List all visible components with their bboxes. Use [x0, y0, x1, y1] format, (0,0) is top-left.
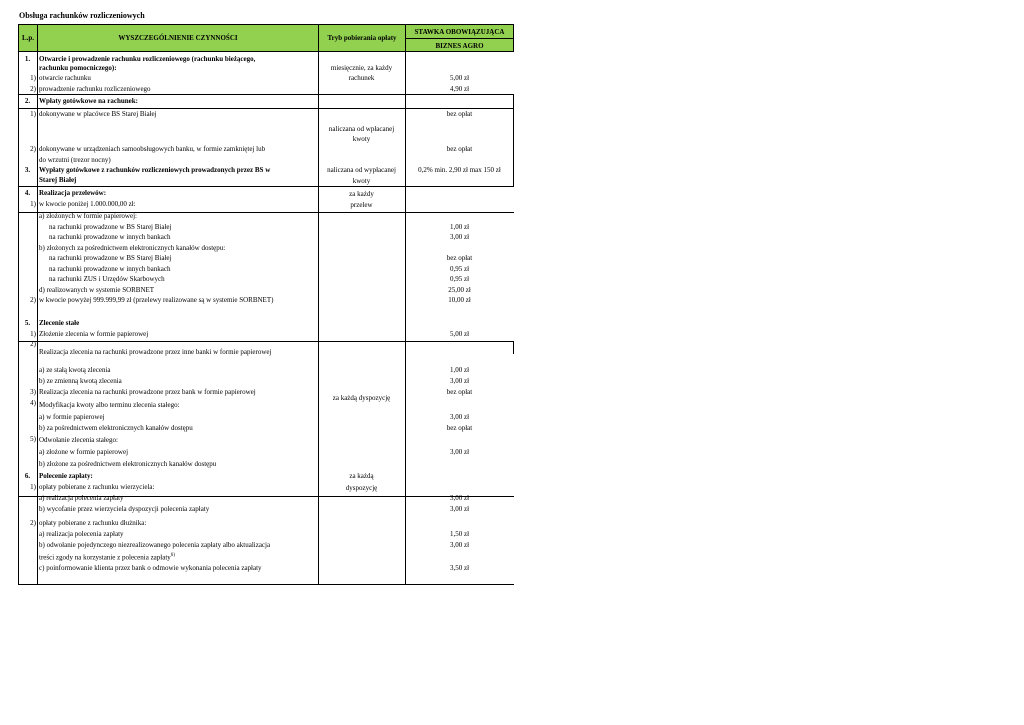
item-rate: 3,00 zł [449, 505, 470, 513]
charge-mode: naliczana od wypłacanej [327, 166, 396, 174]
document-title: Obsługa rachunków rozliczeniowych [19, 11, 145, 20]
item-number: 2) [30, 340, 36, 348]
item-rate: 3,00 zł [449, 413, 470, 421]
table-header [18, 24, 514, 52]
item-number: 2) [30, 519, 36, 527]
item-number: 5) [30, 435, 36, 443]
item-rate: bez opłat [446, 388, 473, 396]
item-rate: 1,50 zł [449, 530, 470, 538]
item-label: opłaty pobierane z rachunku wierzyciela: [39, 483, 155, 491]
charge-mode: kwoty [352, 177, 371, 185]
item-label: d) realizowanych w systemie SORBNET [39, 286, 155, 294]
row-divider [19, 186, 514, 187]
item-number: 4) [30, 399, 36, 407]
item-label: Odwołanie zlecenia stałego: [39, 436, 118, 444]
section-title: Realizacja przelewów: [39, 189, 107, 197]
item-label: b) odwołanie pojedynczego niezrealizowanego polecenia zapłaty albo aktualizacja [39, 541, 271, 549]
item-label [39, 551, 175, 562]
section-title: Zlecenie stałe [39, 319, 80, 327]
item-label: b) wycofanie przez wierzyciela dyspozycji polecenia zapłaty [39, 505, 210, 513]
item-label: prowadzenie rachunku rozliczeniowego [39, 85, 151, 93]
item-label: otwarcie rachunku [39, 74, 91, 82]
section-number: 3. [24, 166, 31, 174]
item-number: 1) [30, 200, 36, 208]
header-lp: L.p. [19, 25, 38, 51]
item-label: dokonywane w urządzeniach samoobsługowych banku, w formie zamkniętej lub [39, 145, 266, 153]
section-number: 2. [24, 97, 31, 105]
item-label: b) złożone za pośrednictwem elektronicznych kanałów dostępu [39, 460, 217, 468]
fee-table [18, 24, 514, 585]
item-number: 2) [30, 296, 36, 304]
header-description: WYSZCZEGÓLNIENIE CZYNNOŚCI [38, 25, 319, 51]
item-label: b) złożonych za pośrednictwem elektronicznych kanałów dostępu: [39, 244, 226, 252]
item-number: 3) [30, 388, 36, 396]
charge-mode: przelew [350, 201, 373, 209]
section-number: 6. [24, 472, 31, 480]
item-label: a) w formie papierowej [39, 413, 105, 421]
item-rate: 3,00 zł [449, 233, 470, 241]
item-rate: 3,00 zł [449, 377, 470, 385]
item-label: w kwocie powyżej 999.999,99 zł (przelewy realizowane są w systemie SORBNET) [39, 296, 274, 304]
item-rate: 5,00 zł [449, 74, 470, 82]
section-title: Polecenie zapłaty: [39, 472, 93, 480]
item-number: 1) [30, 483, 36, 491]
item-rate: bez opłat [446, 145, 473, 153]
item-label: Realizacja zlecenia na rachunki prowadzone przez inne banki w formie papierowej [39, 348, 272, 356]
item-label: Złożenie zlecenia w formie papierowej [39, 330, 149, 338]
charge-mode: za każdą dyspozycję [332, 394, 391, 402]
item-label: na rachunki prowadzone w innych bankach [49, 233, 171, 241]
item-rate: 0,95 zł [449, 275, 470, 283]
item-label-text: treści zgody na korzystanie z polecenia zapłaty [39, 553, 171, 562]
item-rate: 25,00 zł [448, 286, 471, 294]
item-label: na rachunki prowadzone w BS Starej Białej [49, 223, 172, 231]
item-rate: 3,50 zł [449, 564, 470, 572]
charge-mode: kwoty [352, 135, 371, 143]
charge-mode: dyspozycję [345, 484, 378, 492]
item-label: a) złożonych w formie papierowej: [39, 212, 137, 220]
item-rate: bez opłat [446, 424, 473, 432]
item-rate: 3,00 zł [449, 541, 470, 549]
item-rate: bez opłat [446, 254, 473, 262]
item-number: 1) [30, 74, 36, 82]
footnote-marker: 6) [170, 553, 175, 558]
item-label: b) za pośrednictwem elektronicznych kanałów dostępu [39, 424, 193, 432]
row-divider [19, 584, 514, 585]
item-label: a) ze stałą kwotą zlecenia [39, 366, 111, 374]
item-label: Modyfikacja kwoty albo terminu zlecenia stałego: [39, 401, 180, 409]
item-rate: 5,00 zł [449, 330, 470, 338]
section-number: 4. [24, 189, 31, 197]
item-number: 2) [30, 85, 36, 93]
charge-mode: za każdą [349, 472, 374, 480]
item-label: a) realizacja polecenia zapłaty [39, 494, 124, 502]
item-label: na rachunki prowadzone w innych bankach [49, 265, 171, 273]
section-title: Wypłaty gotówkowe z rachunków rozliczeniowych prowadzonych przez BS w [39, 166, 271, 174]
item-label: c) poinformowanie klienta przez bank o odmowie wykonania polecenia zapłaty [39, 564, 262, 572]
item-rate: 3,00 zł [449, 448, 470, 456]
item-rate: bez opłat [446, 110, 473, 118]
item-number: 1) [30, 330, 36, 338]
table-body [18, 52, 514, 585]
header-rate-biznes-agro: BIZNES AGRO [435, 42, 484, 50]
item-label: dokonywane w placówce BS Starej Białej [39, 110, 157, 118]
charge-mode: naliczana od wpłacanej [328, 125, 395, 133]
item-number: 1) [30, 110, 36, 118]
item-rate: 0,95 zł [449, 265, 470, 273]
section-title: Starej Białej [39, 176, 77, 184]
header-rate: STAWKA OBOWIĄZUJĄCA [406, 25, 513, 39]
item-rate: 1,00 zł [449, 223, 470, 231]
charge-mode: rachunek [348, 74, 375, 82]
item-label: na rachunki prowadzone w BS Starej Białej [49, 254, 172, 262]
column-divider [37, 52, 38, 584]
charge-mode: za każdy [349, 190, 374, 198]
section-number: 1. [24, 55, 31, 63]
item-label: na rachunki ZUS i Urzędów Skarbowych [49, 275, 165, 283]
item-label: w kwocie poniżej 1.000.000,00 zł: [39, 200, 136, 208]
row-divider [19, 94, 514, 95]
section-title: Wpłaty gotówkowe na rachunek: [39, 97, 138, 105]
item-label: Realizacja zlecenia na rachunki prowadzone przez bank w formie papierowej [39, 388, 256, 396]
item-label: do wrzutni (trezor nocny) [39, 156, 111, 164]
section-number: 5. [24, 319, 31, 327]
item-rate: 3,00 zł [449, 494, 470, 502]
item-rate: 0,2% min. 2,90 zł max 150 zł [418, 166, 501, 174]
right-border [513, 342, 514, 354]
item-number: 2) [30, 145, 36, 153]
item-label: a) złożone w formie papierowej [39, 448, 129, 456]
charge-mode: miesięcznie, za każdy [330, 64, 393, 72]
section-title: rachunku pomocniczego): [39, 64, 117, 72]
item-label: b) ze zmienną kwotą zlecenia [39, 377, 122, 385]
item-rate: 4,90 zł [449, 85, 470, 93]
item-label: a) realizacja polecenia zapłaty [39, 530, 124, 538]
item-rate: 10,00 zł [448, 296, 471, 304]
row-divider [19, 341, 514, 342]
item-rate: 1,00 zł [449, 366, 470, 374]
item-label: opłaty pobierane z rachunku dłużnika: [39, 519, 147, 527]
header-charge-mode: Tryb pobierania opłaty [319, 25, 406, 51]
section-title: Otwarcie i prowadzenie rachunku rozliczeniowego (rachunku bieżącego, [39, 55, 256, 63]
